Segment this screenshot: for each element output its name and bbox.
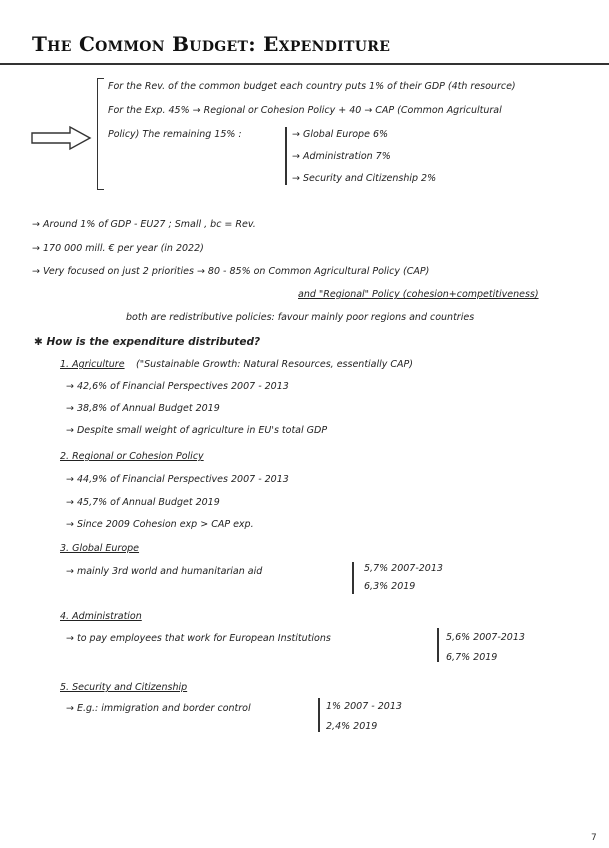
admin-values-bracket	[437, 628, 439, 662]
regional-bullet-2: → 45,7% of Annual Budget 2019	[66, 497, 220, 508]
intro-line-2: For the Exp. 45% → Regional or Cohesion Policy + 40 → CAP (Common Agricultural	[108, 105, 502, 116]
fact-redistributive: both are redistributive policies: favour mainly poor regions and countries	[126, 312, 475, 323]
agri-heading: 1. Agriculture	[60, 359, 125, 370]
page-number: 7	[591, 833, 597, 843]
fact-priorities: → Very focused on just 2 priorities → 80 - 85% on Common Agricultural Policy (CAP)	[32, 266, 430, 277]
admin-value-2007: 5,6% 2007-2013	[446, 632, 525, 643]
security-value-2019: 2,4% 2019	[326, 721, 378, 732]
intro-sub-bracket	[285, 127, 287, 185]
global-heading: 3. Global Europe	[60, 543, 140, 554]
intro-line-1: For the Rev. of the common budget each country puts 1% of their GDP (4th resource)	[108, 81, 516, 92]
agri-note: ("Sustainable Growth: Natural Resources, essentially CAP)	[136, 359, 413, 370]
agri-bullet-3: → Despite small weight of agriculture in EU's total GDP	[66, 425, 328, 436]
security-value-2007: 1% 2007 - 2013	[326, 701, 402, 712]
admin-value-2019: 6,7% 2019	[446, 652, 498, 663]
agri-bullet-1: → 42,6% of Financial Perspectives 2007 - 2013	[66, 381, 289, 392]
regional-heading: 2. Regional or Cohesion Policy	[60, 451, 204, 462]
global-value-2007: 5,7% 2007-2013	[364, 563, 443, 574]
fact-amount: → 170 000 mill. € per year (in 2022)	[32, 243, 204, 254]
admin-heading: 4. Administration	[60, 611, 142, 622]
page-title: The Common Budget: Expenditure	[32, 32, 391, 56]
security-values-bracket	[318, 698, 320, 732]
security-bullet-1: → E.g.: immigration and border control	[66, 703, 251, 714]
regional-bullet-3: → Since 2009 Cohesion exp > CAP exp.	[66, 519, 254, 530]
intro-item-security: → Security and Citizenship 2%	[292, 173, 437, 184]
fact-gdp: → Around 1% of GDP - EU27 ; Small , bc = Rev.	[32, 219, 256, 230]
agri-bullet-2: → 38,8% of Annual Budget 2019	[66, 403, 220, 414]
question-heading: ✱ How is the expenditure distributed?	[34, 336, 261, 348]
right-arrow-icon	[30, 125, 92, 151]
intro-item-admin: → Administration 7%	[292, 151, 391, 162]
admin-bullet-1: → to pay employees that work for European Institutions	[66, 633, 331, 644]
global-value-2019: 6,3% 2019	[364, 581, 416, 592]
global-bullet-1: → mainly 3rd world and humanitarian aid	[66, 566, 263, 577]
global-values-bracket	[352, 562, 354, 594]
intro-line-3: Policy) The remaining 15% :	[108, 129, 242, 140]
title-underline	[0, 63, 609, 65]
intro-item-global: → Global Europe 6%	[292, 129, 389, 140]
fact-regional: and "Regional" Policy (cohesion+competitiveness)	[298, 289, 539, 300]
security-heading: 5. Security and Citizenship	[60, 682, 188, 693]
regional-bullet-1: → 44,9% of Financial Perspectives 2007 - 2013	[66, 474, 289, 485]
intro-bracket	[97, 78, 104, 190]
